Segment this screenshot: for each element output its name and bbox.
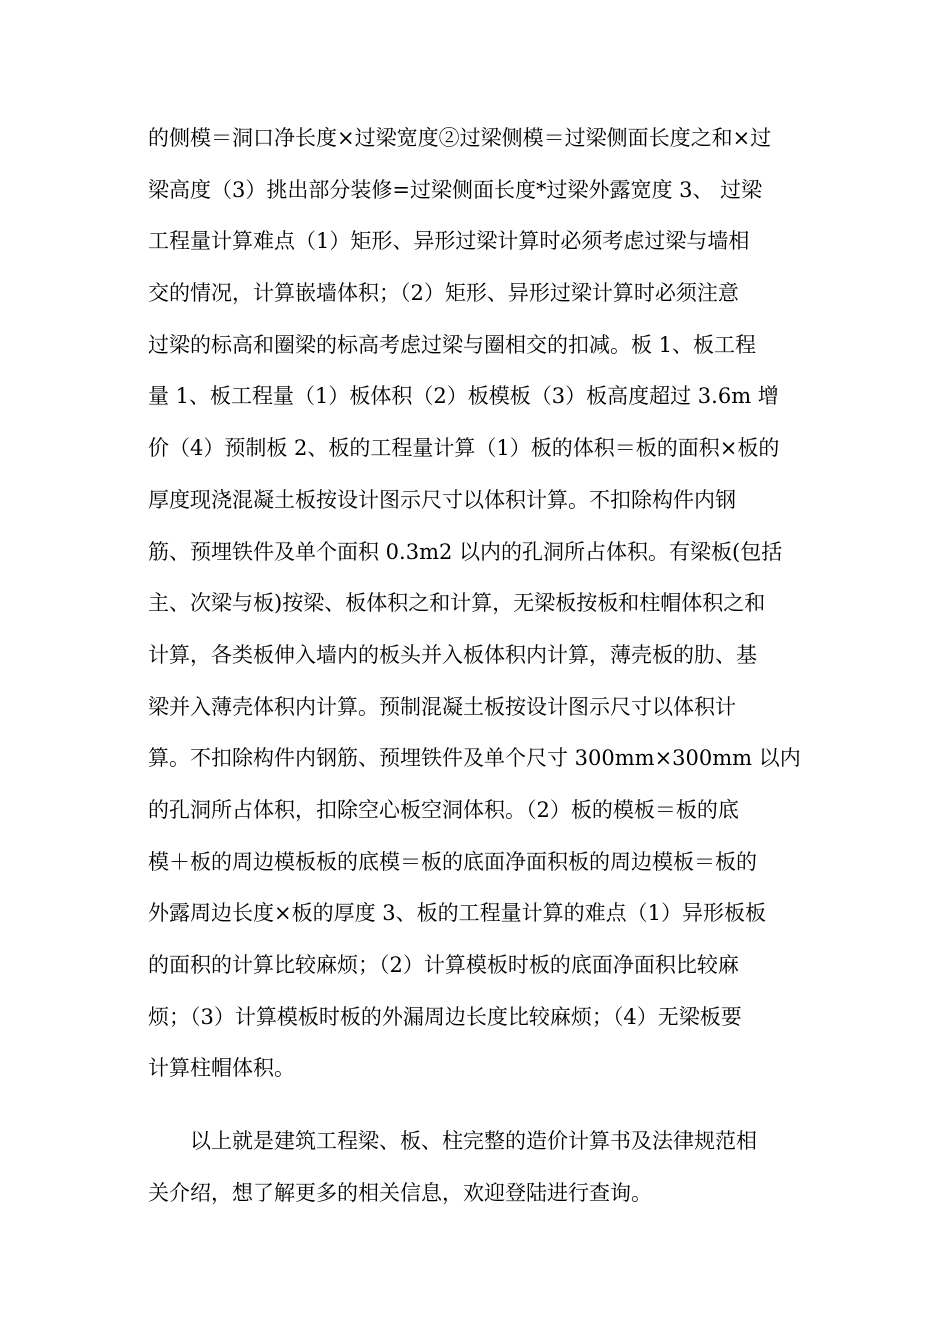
text-line: 梁高度（3）挑出部分装修=过梁侧面长度*过梁外露宽度 3、 过梁 <box>148 177 763 202</box>
text-line: 梁并入薄壳体积内计算。预制混凝土板按设计图示尺寸以体积计 <box>148 694 736 719</box>
text-line: 量 1、板工程量（1）板体积（2）板模板（3）板高度超过 3.6m 增 <box>148 384 779 409</box>
text-line: 价（4）预制板 2、板的工程量计算（1）板的体积＝板的面积×板的 <box>148 436 780 461</box>
text-line: 以上就是建筑工程梁、板、柱完整的造价计算书及法律规范相 <box>190 1129 757 1154</box>
text-line: 计算柱帽体积。 <box>148 1056 295 1081</box>
text-line: 模＋板的周边模板板的底模＝板的底面净面积板的周边模板＝板的 <box>148 849 757 874</box>
text-line: 过梁的标高和圈梁的标高考虑过梁与圈相交的扣减。板 1、板工程 <box>148 332 757 357</box>
body-text <box>148 113 808 1219</box>
text-line: 烦；（3）计算模板时板的外漏周边长度比较麻烦；（4）无梁板要 <box>148 1004 742 1029</box>
paragraph-1 <box>148 113 808 1095</box>
text-line: 关介绍，想了解更多的相关信息，欢迎登陆进行查询。 <box>148 1180 652 1205</box>
text-line: 计算，各类板伸入墙内的板头并入板体积内计算，薄壳板的肋、基 <box>148 642 757 667</box>
text-line: 主、次梁与板)按梁、板体积之和计算，无梁板按板和柱帽体积之和 <box>148 591 766 616</box>
text-line: 的侧模＝洞口净长度×过梁宽度②过梁侧模＝过梁侧面长度之和×过 <box>148 126 772 150</box>
paragraph-2 <box>148 1116 808 1219</box>
text-line: 外露周边长度×板的厚度 3、板的工程量计算的难点（1）异形板板 <box>148 901 766 926</box>
text-line: 的孔洞所占体积，扣除空心板空洞体积。（2）板的模板＝板的底 <box>148 797 739 822</box>
text-line: 工程量计算难点（1）矩形、异形过梁计算时必须考虑过梁与墙相 <box>148 229 750 254</box>
text-line: 的面积的计算比较麻烦；（2）计算模板时板的底面净面积比较麻 <box>148 953 739 977</box>
text-line: 交的情况，计算嵌墙体积；（2）矩形、异形过梁计算时必须注意 <box>148 281 739 306</box>
text-line: 筋、预埋铁件及单个面积 0.3m2 以内的孔洞所占体积。有梁板(包括 <box>148 539 783 564</box>
text-line: 算。不扣除构件内钢筋、预埋铁件及单个尺寸 300mm×300mm 以内 <box>148 746 801 771</box>
text-line: 厚度现浇混凝土板按设计图示尺寸以体积计算。不扣除构件内钢 <box>148 487 736 512</box>
